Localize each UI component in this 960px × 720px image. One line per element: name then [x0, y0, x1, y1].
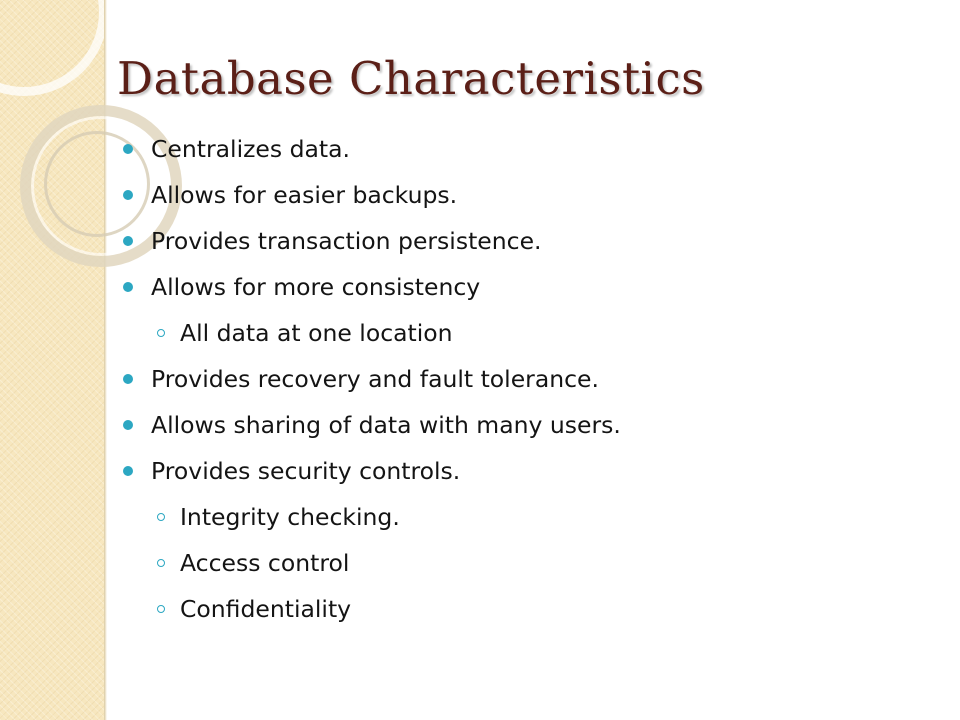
bullet-item [0, 402, 960, 448]
bullet-dot-icon [123, 190, 133, 200]
sub-bullet-item [0, 586, 960, 632]
bullet-dot-icon [123, 374, 133, 384]
bullet-dot-icon [123, 466, 133, 476]
decorative-circle-top [0, 0, 108, 96]
sub-bullet-item [0, 310, 960, 356]
bullet-ring-icon [157, 559, 165, 567]
slide-title: Database Characteristics [117, 52, 705, 105]
bullet-text: Provides transaction persistence. [151, 227, 542, 255]
bullet-text: Allows for more consistency [151, 273, 481, 301]
bullet-item [0, 218, 960, 264]
bullet-text: Provides recovery and fault tolerance. [151, 365, 599, 393]
bullet-item [0, 172, 960, 218]
bullet-ring-icon [157, 513, 165, 521]
bullet-dot-icon [123, 420, 133, 430]
sub-bullet-text: Integrity checking. [180, 503, 400, 531]
bullet-item [0, 264, 960, 310]
bullet-dot-icon [123, 236, 133, 246]
bullet-text: Centralizes data. [151, 135, 351, 163]
bullet-item [0, 448, 960, 494]
sub-bullet-text: All data at one location [180, 319, 453, 347]
bullet-list [0, 126, 960, 632]
bullet-ring-icon [157, 605, 165, 613]
bullet-text: Allows for easier backups. [151, 181, 458, 209]
bullet-text: Provides security controls. [151, 457, 461, 485]
bullet-dot-icon [123, 144, 133, 154]
bullet-ring-icon [157, 329, 165, 337]
bullet-text: Allows sharing of data with many users. [151, 411, 621, 439]
bullet-item [0, 356, 960, 402]
bullet-dot-icon [123, 282, 133, 292]
sub-bullet-item [0, 494, 960, 540]
sub-bullet-item [0, 540, 960, 586]
sub-bullet-text: Confidentiality [180, 595, 352, 623]
bullet-item [0, 126, 960, 172]
sub-bullet-text: Access control [180, 549, 350, 577]
